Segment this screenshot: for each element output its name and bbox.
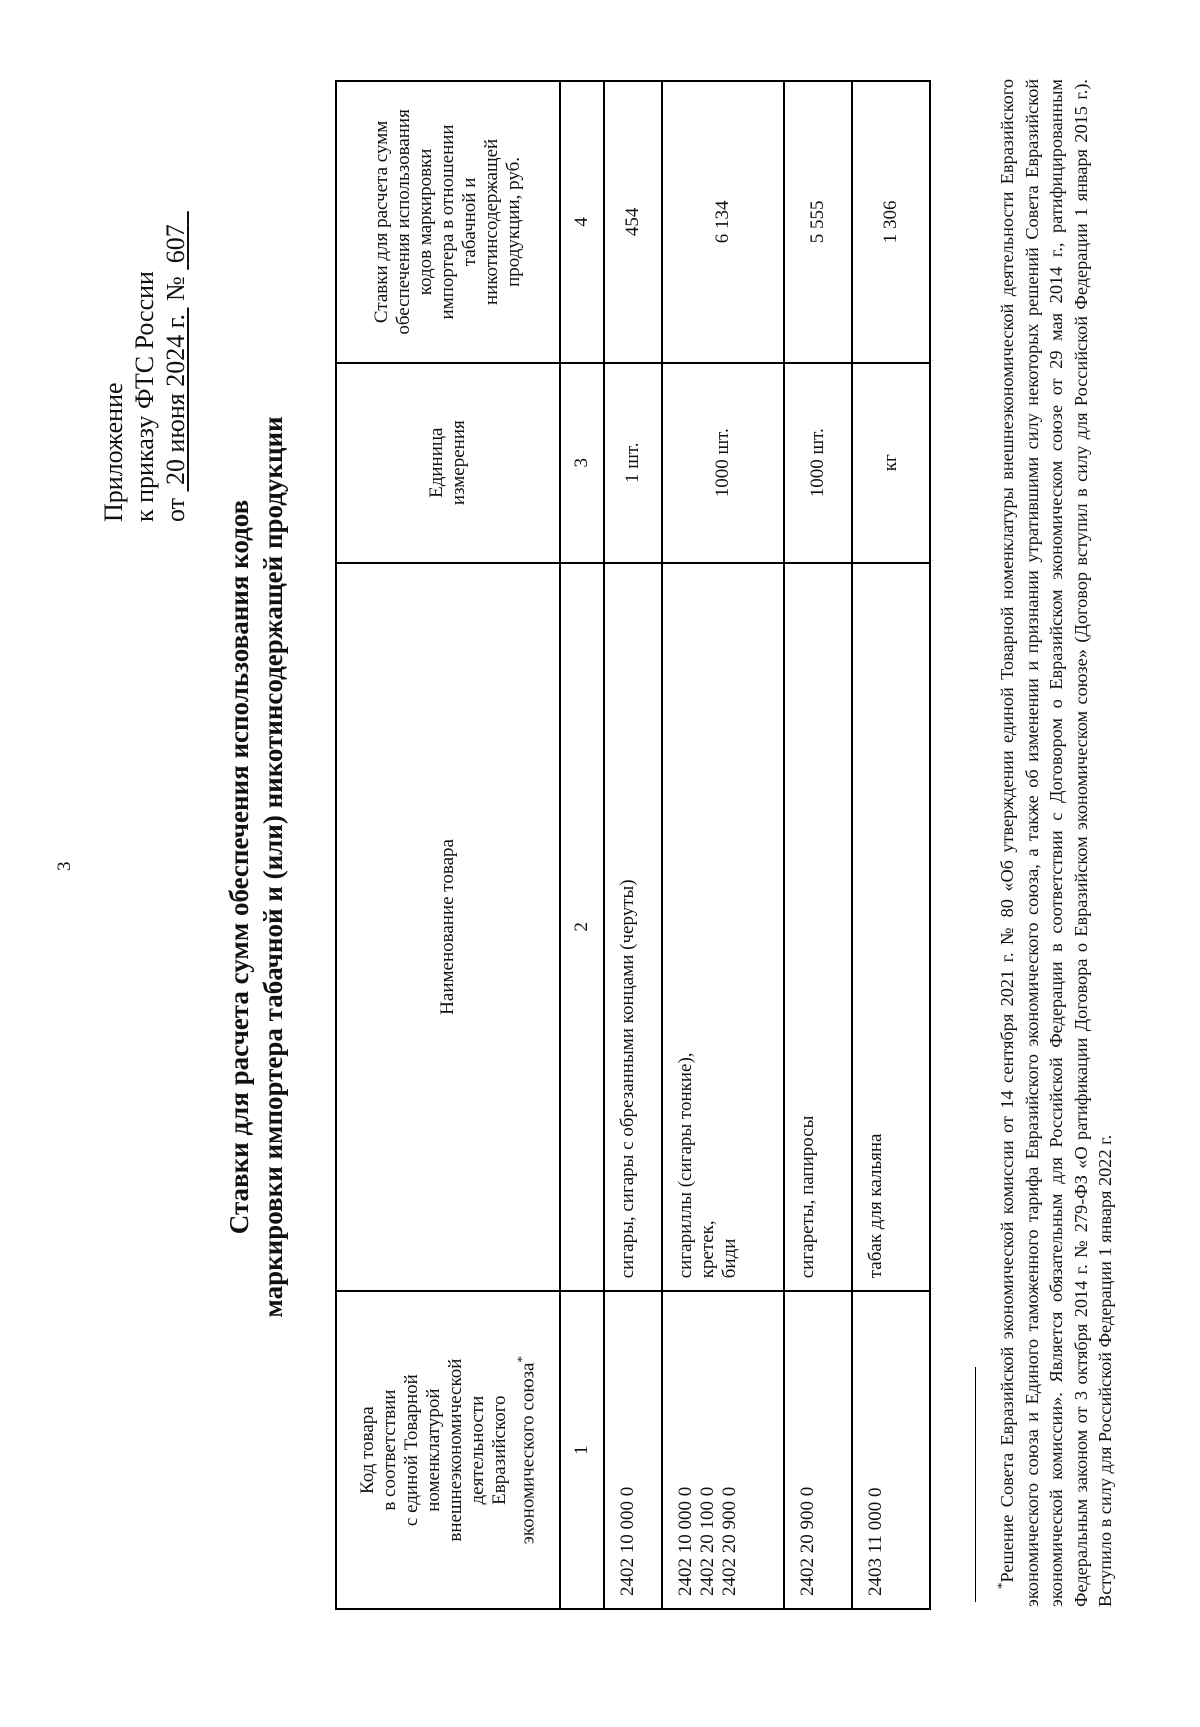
table-row (604, 81, 662, 1609)
cell-unit: 1000 шт. (784, 363, 852, 563)
appendix-header (98, 211, 191, 522)
date-prefix: от (161, 497, 190, 522)
appendix-order-ref: к приказу ФТС России (130, 271, 159, 522)
cell-name: сигареты, папиросы (784, 563, 852, 1292)
header-unit: Единица измерения (336, 363, 560, 563)
table-row (784, 81, 852, 1609)
header-rate: Ставки для расчета сумм обеспечения использования кодов маркировки импортера в отношении табачной и никотинсодержащей продукции, руб. (336, 81, 560, 363)
column-number: 2 (560, 563, 604, 1292)
table-header-row (336, 81, 560, 1609)
column-number: 4 (560, 81, 604, 363)
cell-name: табак для кальяна (852, 563, 930, 1292)
cell-code: 2403 11 000 0 (852, 1291, 930, 1609)
cell-code: 2402 10 000 0 (604, 1291, 662, 1609)
footnote (990, 79, 1118, 1607)
order-date: 20 июня 2024 г. (161, 314, 190, 485)
cell-rate: 6 134 (662, 81, 784, 363)
footnote-text: Решение Совета Евразийской экономической комиссии от 14 сентября 2021 г. № 80 «Об утверждении единой Товарной номенклатуры внешнеэкономической деятельности Евразийского экономического союза и Единого таможенного тарифа Евразийского экономического союза, а также об изменении и признании утратившими силу некоторых решений Совета Евразийской экономической комиссии». Является обязательным для Российской Федерации в соответствии с Договором о Евразийском экономическом союзе от 29 мая 2014 г., ратифицированным Федеральным законом от 3 октября 2014 г. № 279-ФЗ «О ратификации Договора о Евразийском экономическом союзе» (Договор вступил в силу для Российской Федерации 1 января 2015 г.). Вступило в силу для Российской Федерации 1 января 2022 г. (997, 79, 1116, 1607)
document-title (222, 337, 290, 1397)
header-code: Код товара в соответствии с единой Товарной номенклатурой внешнеэкономической деятельности Евразийского экономического союза* (336, 1291, 560, 1609)
cell-name: сигариллы (сигары тонкие), кретек, биди (662, 563, 784, 1292)
cell-rate: 454 (604, 81, 662, 363)
column-number: 3 (560, 363, 604, 563)
title-line-2: маркировки импортера табачной и (или) никотинсодержащей продукции (258, 416, 288, 1318)
column-number-row (560, 81, 604, 1609)
table-row (662, 81, 784, 1609)
title-line-1: Ставки для расчета сумм обеспечения использования кодов (224, 499, 254, 1235)
cell-unit: 1 шт. (604, 363, 662, 563)
footnote-mark: * (513, 1356, 529, 1363)
appendix-label: Приложение (99, 382, 128, 522)
footnote-separator (975, 1367, 976, 1602)
cell-unit: кг (852, 363, 930, 563)
footnote-mark: * (994, 1582, 1009, 1589)
cell-unit: 1000 шт. (662, 363, 784, 563)
number-prefix: № (161, 276, 190, 302)
column-number: 1 (560, 1291, 604, 1609)
cell-code: 2402 20 900 0 (784, 1291, 852, 1609)
cell-rate: 5 555 (784, 81, 852, 363)
cell-rate: 1 306 (852, 81, 930, 363)
page-number: 3 (54, 861, 75, 871)
cell-name: сигары, сигары с обрезанными концами (черуты) (604, 563, 662, 1292)
cell-code: 2402 10 000 0 2402 20 100 0 2402 20 900 0 (662, 1291, 784, 1609)
table-row (852, 81, 930, 1609)
appendix-date-line (160, 211, 191, 522)
header-name: Наименование товара (336, 563, 560, 1292)
rates-table (335, 80, 931, 1610)
order-number: 607 (161, 224, 190, 264)
